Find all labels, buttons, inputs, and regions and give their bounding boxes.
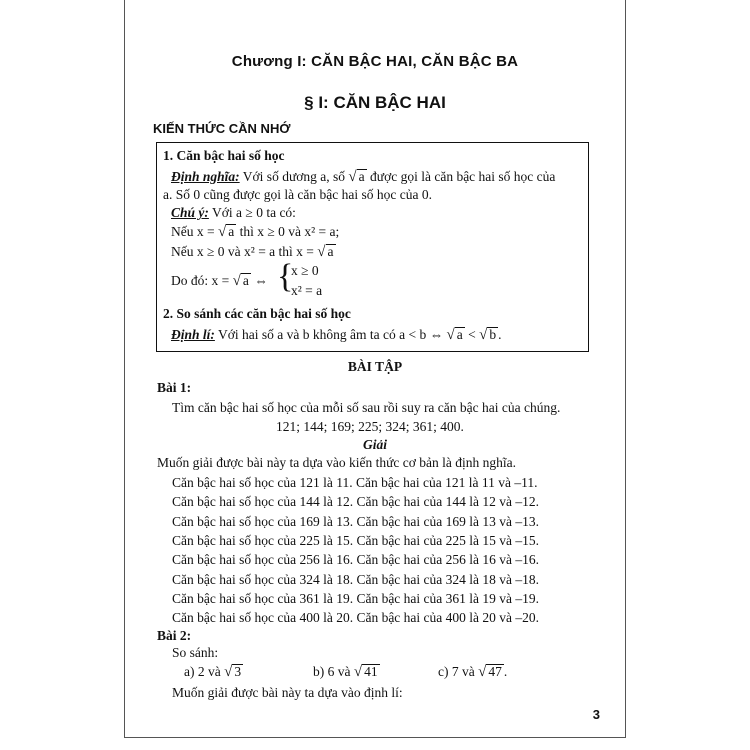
system-line-2: x² = a [291, 283, 323, 298]
note-label: Chú ý: [171, 205, 209, 220]
solution-line: Căn bậc hai số học của 400 là 20. Căn bậc hai của 400 là 20 và –20. [172, 610, 540, 625]
sqrt-icon: √ [478, 664, 487, 680]
equivalence-symbol: ⇔ [254, 273, 268, 288]
radicand-a: a [228, 224, 235, 239]
if-line-2 [171, 244, 336, 261]
radicand: 47 [488, 664, 502, 679]
left-brace-icon: { [277, 258, 294, 295]
sqrt-icon: √ [232, 273, 241, 289]
sqrt-icon: √ [217, 224, 227, 240]
solution-line: Căn bậc hai số học của 256 là 16. Căn bậc hai của 256 là 16 và –16. [172, 552, 540, 567]
radicand: 3 [234, 664, 242, 679]
sqrt-icon: √ [224, 664, 233, 680]
if-text-1b: thì x ≥ 0 và x² = a; [239, 224, 340, 239]
exercise-2-prompt: So sánh: [172, 645, 219, 660]
solution-line: Căn bậc hai số học của 361 là 19. Căn bậc hai của 361 là 19 và –19. [172, 591, 540, 606]
solution-label: Giải [362, 437, 387, 452]
radicand-a: a [242, 273, 249, 288]
radicand-a: a [327, 244, 334, 259]
knowledge-heading: KIẾN THỨC CẦN NHỚ [153, 121, 291, 136]
if-text-2a: Nếu x ≥ 0 và x² = a thì x = [171, 244, 314, 259]
exercises-heading: BÀI TẬP [347, 359, 403, 374]
sqrt-icon: √ [348, 169, 357, 185]
box-heading-2: 2. So sánh các căn bậc hai số học [163, 306, 351, 321]
radicand-b: b [489, 327, 497, 342]
section-title: § I: CĂN BẬC HAI [304, 93, 446, 112]
solution-line: Căn bậc hai số học của 121 là 11. Căn bậc hai của 121 là 11 và –11. [172, 475, 538, 490]
definition-line-1 [171, 169, 555, 186]
hence-text: Do đó: x = [171, 273, 230, 288]
system-line-1: x ≥ 0 [291, 263, 319, 278]
sqrt-icon: √ [446, 327, 455, 343]
exercise-1-numbers: 121; 144; 169; 225; 324; 361; 400. [276, 419, 464, 434]
exercise-1-title: Bài 1: [157, 380, 192, 395]
knowledge-box [156, 142, 589, 352]
sqrt-icon: √ [353, 664, 363, 680]
solution-line: Căn bậc hai số học của 324 là 18. Căn bậc hai của 324 là 18 và –18. [172, 572, 540, 587]
exercise-2-part-a [184, 664, 243, 681]
exercise-2-title: Bài 2: [157, 628, 192, 643]
exercise-2-intro: Muốn giải được bài này ta dựa vào định lí: [172, 685, 403, 700]
exercise-2-part-b [313, 664, 380, 681]
radicand-a: a [358, 169, 365, 184]
theorem-text: Với hai số a và b không âm ta có a < b ⇔ [218, 327, 444, 342]
theorem-line [171, 327, 501, 344]
period: . [498, 327, 502, 342]
definition-label: Định nghĩa: [171, 169, 240, 184]
period: . [503, 664, 508, 679]
theorem-label: Định lí: [171, 327, 215, 342]
part-c-label: c) 7 và [438, 664, 475, 679]
chapter-title: Chương I: CĂN BẬC HAI, CĂN BẬC BA [231, 53, 519, 70]
definition-text-2: được gọi là căn bậc hai số học của [370, 169, 556, 184]
solution-line: Căn bậc hai số học của 169 là 13. Căn bậc hai của 169 là 13 và –13. [172, 514, 540, 529]
radicand-a: a [456, 327, 463, 342]
note-text: Với a ≥ 0 ta có: [212, 205, 296, 220]
sqrt-icon: √ [317, 244, 326, 260]
solution-intro: Muốn giải được bài này ta dựa vào kiến thức cơ bản là định nghĩa. [157, 455, 517, 470]
page-number: 3 [592, 707, 600, 722]
definition-text-1: Với số dương a, số [242, 169, 346, 184]
if-line-1 [171, 224, 339, 241]
less-than-symbol: < [468, 327, 476, 342]
if-text-1a: Nếu x = [171, 224, 215, 239]
solution-line: Căn bậc hai số học của 225 là 15. Căn bậc hai của 225 là 15 và –15. [172, 533, 540, 548]
box-heading-1: 1. Căn bậc hai số học [163, 148, 285, 163]
exercise-2-part-c [438, 664, 507, 681]
exercise-1-prompt: Tìm căn bậc hai số học của mỗi số sau rồi suy ra căn bậc hai của chúng. [172, 400, 561, 415]
definition-line-2: a. Số 0 cũng được gọi là căn bậc hai số học của 0. [163, 187, 432, 202]
part-a-label: a) 2 và [184, 664, 221, 679]
sqrt-icon: √ [479, 327, 488, 343]
radicand: 41 [364, 664, 378, 679]
hence-line [171, 273, 268, 290]
note-line [171, 205, 296, 221]
part-b-label: b) 6 và [313, 664, 351, 679]
solution-line: Căn bậc hai số học của 144 là 12. Căn bậc hai của 144 là 12 và –12. [172, 494, 540, 509]
